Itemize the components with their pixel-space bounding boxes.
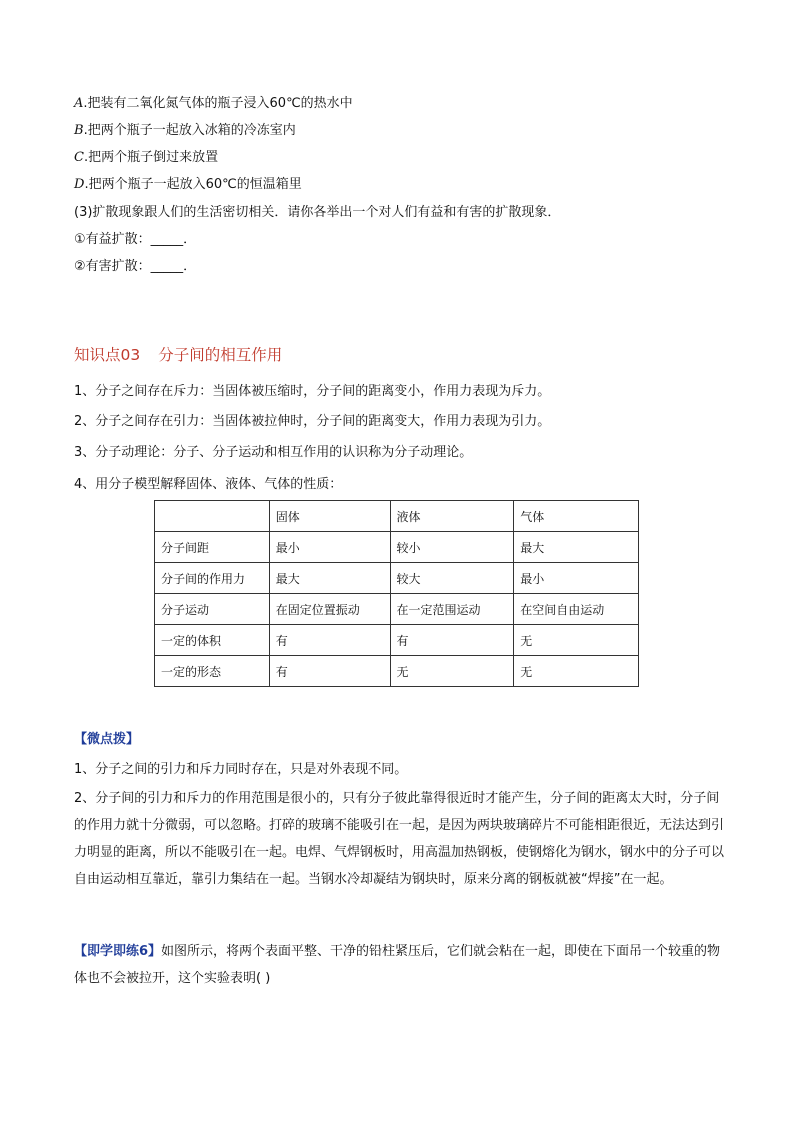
question-3: (3)扩散现象跟人们的生活密切相关．请你各举出一个对人们有益和有害的扩散现象． bbox=[74, 205, 561, 220]
point-3: 3、分子动理论：分子、分子运动和相互作用的认识称为分子动理论。 bbox=[74, 445, 473, 460]
table-cell: 气体 bbox=[514, 501, 639, 532]
table-cell: 有 bbox=[269, 625, 390, 656]
table-cell: 较大 bbox=[390, 563, 514, 594]
blank-harmful: ②有害扩散：_____． bbox=[74, 259, 197, 274]
point-1: 1、分子之间存在斥力：当固体被压缩时，分子间的距离变小，作用力表现为斥力。 bbox=[74, 384, 551, 399]
tip-2: 2、分子间的引力和斥力的作用范围是很小的，只有分子彼此靠得很近时才能产生，分子间的距离太大时，分子间的作用力就十分微弱，可以忽略。打碎的玻璃不能吸引在一起，是因为两块玻璃碎片不可能相距很近，无法达到引力明显的距离，所以不能吸引在一起。电焊、气焊钢板时，用高温加热钢板，使钢熔化为钢水，钢水中的分子可以自由运动相互靠近，靠引力集结在一起。当钢水冷却凝结为钢块时，原来分离的钢板就被“焊接”在一起。 bbox=[74, 791, 725, 887]
table-cell: 无 bbox=[514, 625, 639, 656]
table-cell: 有 bbox=[390, 625, 514, 656]
table-cell: 在一定范围运动 bbox=[390, 594, 514, 625]
table-row bbox=[155, 532, 639, 563]
practice-6 bbox=[74, 938, 724, 992]
tip-1: 1、分子之间的引力和斥力同时存在，只是对外表现不同。 bbox=[74, 762, 408, 777]
table-cell: 较小 bbox=[390, 532, 514, 563]
table-cell: 一定的形态 bbox=[155, 656, 270, 687]
table-cell: 一定的体积 bbox=[155, 625, 270, 656]
table-cell bbox=[155, 501, 270, 532]
table-cell: 无 bbox=[514, 656, 639, 687]
table-cell: 无 bbox=[390, 656, 514, 687]
table-cell: 最大 bbox=[269, 563, 390, 594]
tip-label: 【微点拨】 bbox=[74, 732, 140, 747]
table-row bbox=[155, 594, 639, 625]
table-cell: 分子间的作用力 bbox=[155, 563, 270, 594]
practice-text: 如图所示，将两个表面平整、干净的铅柱紧压后，它们就会粘在一起，即使在下面吊一个较重的物体也不会被拉开，这个实验表明( ) bbox=[74, 944, 721, 986]
table-header-row bbox=[155, 501, 639, 532]
molecular-properties-table bbox=[154, 500, 639, 687]
table-cell: 液体 bbox=[390, 501, 514, 532]
table-cell: 在固定位置振动 bbox=[269, 594, 390, 625]
section-heading: 知识点03 分子间的相互作用 bbox=[74, 346, 283, 364]
option-a: A.把装有二氧化氮气体的瓶子浸入60℃的热水中 bbox=[74, 96, 353, 111]
table-cell: 固体 bbox=[269, 501, 390, 532]
option-d: D.把两个瓶子一起放入60℃的恒温箱里 bbox=[74, 177, 302, 192]
table-row bbox=[155, 563, 639, 594]
table-cell: 在空间自由运动 bbox=[514, 594, 639, 625]
table-cell: 最小 bbox=[269, 532, 390, 563]
point-2: 2、分子之间存在引力：当固体被拉伸时，分子间的距离变大，作用力表现为引力。 bbox=[74, 414, 551, 429]
table-cell: 有 bbox=[269, 656, 390, 687]
option-b: B.把两个瓶子一起放入冰箱的冷冻室内 bbox=[74, 123, 296, 138]
table-row bbox=[155, 656, 639, 687]
table-cell: 分子运动 bbox=[155, 594, 270, 625]
practice-label: 【即学即练6】 bbox=[74, 944, 162, 959]
table-row bbox=[155, 625, 639, 656]
option-c: C.把两个瓶子倒过来放置 bbox=[74, 150, 219, 165]
table-cell: 分子间距 bbox=[155, 532, 270, 563]
table-cell: 最大 bbox=[514, 532, 639, 563]
table-cell: 最小 bbox=[514, 563, 639, 594]
blank-beneficial: ①有益扩散：_____． bbox=[74, 232, 197, 247]
point-4: 4、用分子模型解释固体、液体、气体的性质： bbox=[74, 477, 343, 492]
